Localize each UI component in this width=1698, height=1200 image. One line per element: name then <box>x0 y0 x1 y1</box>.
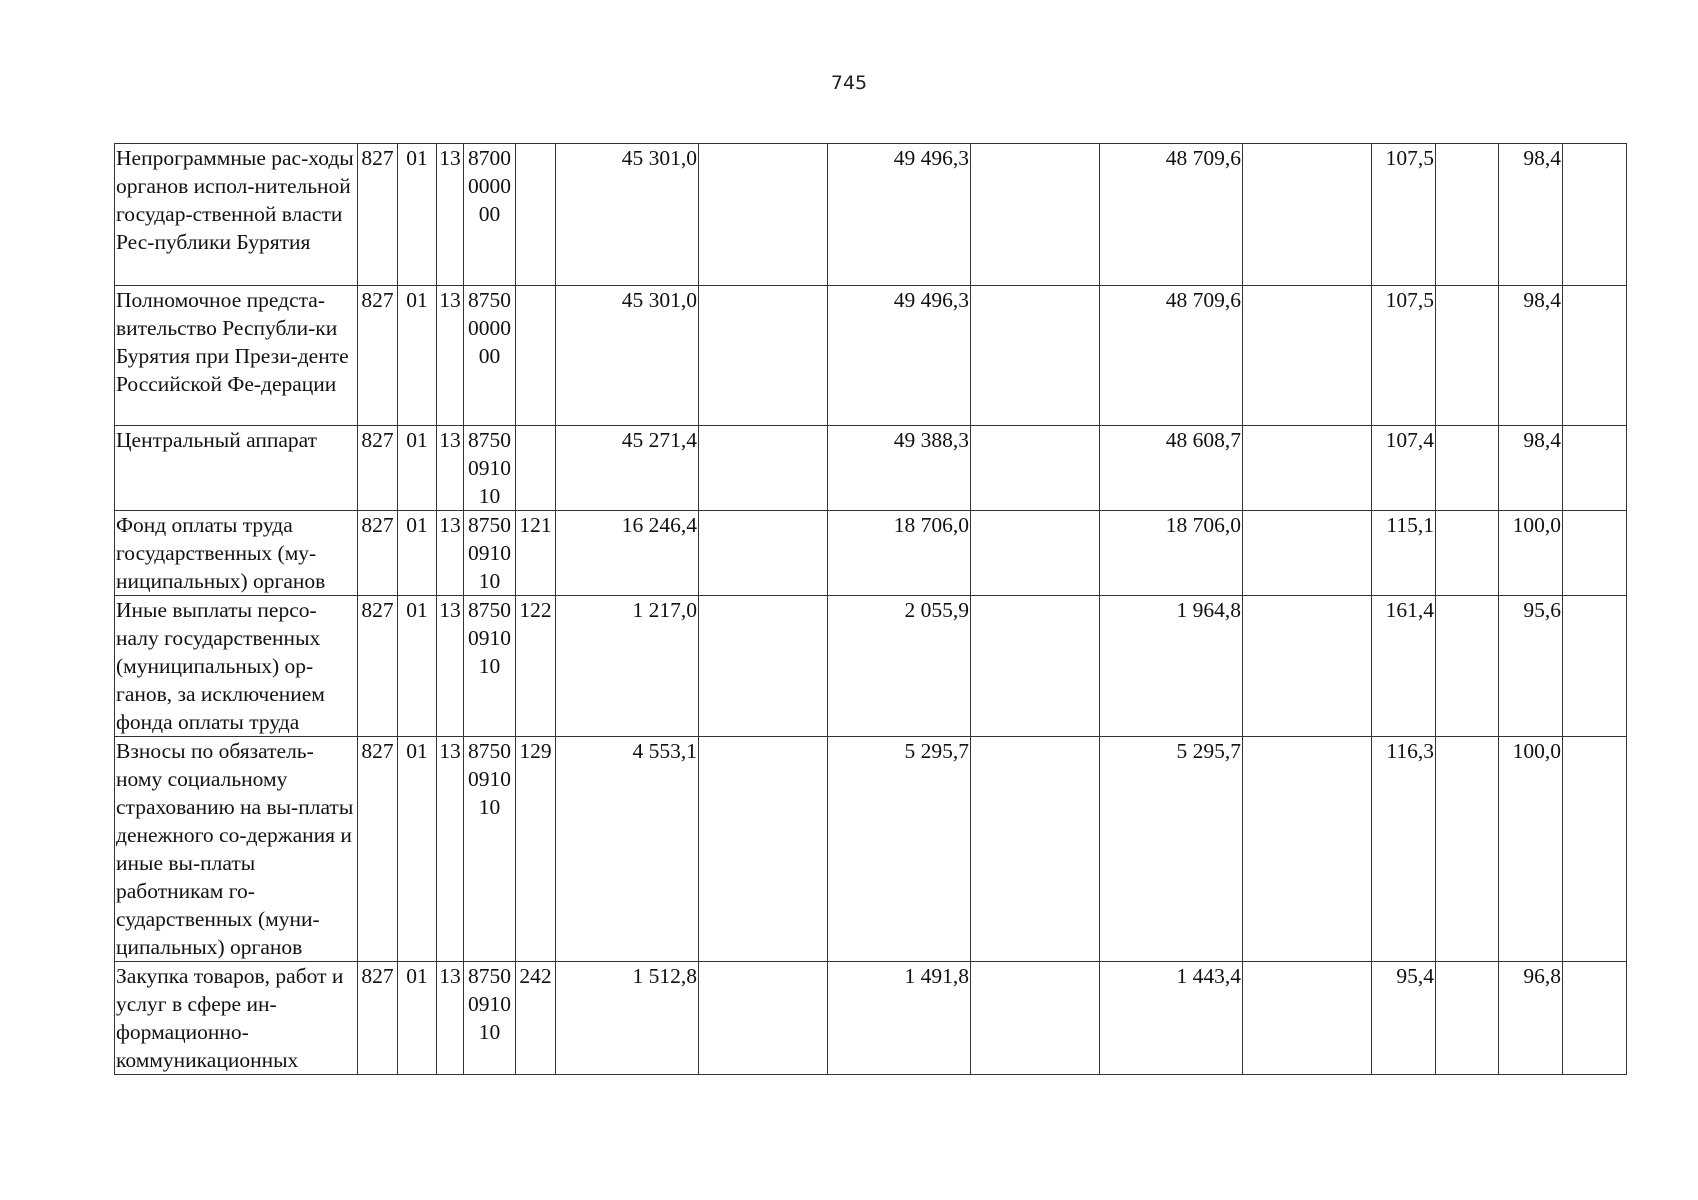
table-row <box>115 426 1627 511</box>
target-article-part: 00 <box>478 202 501 226</box>
table-row <box>115 737 1627 962</box>
plan-amount-cell: 49 496,3 <box>828 286 971 426</box>
percent-plan-cell: 96,8 <box>1499 962 1563 1075</box>
table-row <box>115 962 1627 1075</box>
section-cell: 01 <box>398 962 437 1075</box>
grbs-cell: 827 <box>358 426 398 511</box>
subsection-cell: 13 <box>437 737 464 962</box>
row-name-cell: Закупка товаров, работ и услуг в сфере ин-формационно-коммуникационных <box>115 962 358 1075</box>
target-article-part: 0910 <box>468 767 511 791</box>
expense-type-cell: 129 <box>516 737 556 962</box>
section-cell: 01 <box>398 426 437 511</box>
fact-amount-cell: 18 706,0 <box>1100 511 1243 596</box>
target-article-part: 0910 <box>468 456 511 480</box>
plan-amount-cell: 5 295,7 <box>828 737 971 962</box>
target-article-part: 0000 <box>468 174 511 198</box>
empty-cell <box>971 286 1100 426</box>
empty-cell <box>1243 737 1372 962</box>
subsection-cell: 13 <box>437 511 464 596</box>
empty-cell <box>971 511 1100 596</box>
target-article-cell <box>464 144 516 286</box>
table-row <box>115 511 1627 596</box>
plan-amount-cell: 49 388,3 <box>828 426 971 511</box>
empty-cell <box>1436 286 1499 426</box>
row-name-cell: Фонд оплаты труда государственных (му-ниципальных) органов <box>115 511 358 596</box>
target-article-cell <box>464 962 516 1075</box>
plan-amount-cell: 49 496,3 <box>828 144 971 286</box>
target-article-part: 8750 <box>468 598 511 622</box>
empty-cell <box>971 144 1100 286</box>
empty-cell <box>699 737 828 962</box>
empty-cell <box>1436 962 1499 1075</box>
empty-cell <box>699 596 828 737</box>
prev-year-amount-cell: 45 271,4 <box>556 426 699 511</box>
prev-year-amount-cell: 45 301,0 <box>556 144 699 286</box>
percent-prev-cell: 161,4 <box>1372 596 1436 737</box>
expense-type-cell <box>516 144 556 286</box>
plan-amount-cell: 1 491,8 <box>828 962 971 1075</box>
plan-amount-cell: 18 706,0 <box>828 511 971 596</box>
percent-prev-cell: 107,4 <box>1372 426 1436 511</box>
empty-cell <box>699 426 828 511</box>
expense-type-cell: 121 <box>516 511 556 596</box>
percent-plan-cell: 100,0 <box>1499 737 1563 962</box>
empty-cell <box>971 737 1100 962</box>
empty-cell <box>1436 511 1499 596</box>
empty-cell <box>1436 596 1499 737</box>
empty-cell <box>1243 144 1372 286</box>
expense-type-cell <box>516 426 556 511</box>
empty-cell <box>971 962 1100 1075</box>
target-article-cell <box>464 596 516 737</box>
empty-cell <box>1563 144 1627 286</box>
target-article-cell <box>464 737 516 962</box>
percent-plan-cell: 98,4 <box>1499 426 1563 511</box>
prev-year-amount-cell: 1 217,0 <box>556 596 699 737</box>
empty-cell <box>1243 596 1372 737</box>
fact-amount-cell: 48 709,6 <box>1100 286 1243 426</box>
grbs-cell: 827 <box>358 511 398 596</box>
percent-prev-cell: 107,5 <box>1372 286 1436 426</box>
prev-year-amount-cell: 45 301,0 <box>556 286 699 426</box>
target-article-part: 8750 <box>468 513 511 537</box>
table-body <box>115 144 1627 1075</box>
empty-cell <box>971 596 1100 737</box>
empty-cell <box>971 426 1100 511</box>
prev-year-amount-cell: 1 512,8 <box>556 962 699 1075</box>
row-name-cell: Иные выплаты персо-налу государственных (муниципальных) ор-ганов, за исключением фонда оплаты труда <box>115 596 358 737</box>
empty-cell <box>1563 511 1627 596</box>
percent-plan-cell: 100,0 <box>1499 511 1563 596</box>
empty-cell <box>1563 426 1627 511</box>
percent-prev-cell: 115,1 <box>1372 511 1436 596</box>
fact-amount-cell: 48 608,7 <box>1100 426 1243 511</box>
target-article-part: 0910 <box>468 992 511 1016</box>
target-article-part: 10 <box>478 484 501 508</box>
prev-year-amount-cell: 4 553,1 <box>556 737 699 962</box>
row-name-cell: Взносы по обязатель-ному социальному страхованию на вы-платы денежного со-держания и иные вы-платы работникам го-сударственных (муни-ципальных) органов <box>115 737 358 962</box>
target-article-part: 8750 <box>468 428 511 452</box>
fact-amount-cell: 1 964,8 <box>1100 596 1243 737</box>
target-article-part: 00 <box>478 344 501 368</box>
empty-cell <box>1243 511 1372 596</box>
target-article-part: 10 <box>478 795 501 819</box>
empty-cell <box>1563 286 1627 426</box>
section-cell: 01 <box>398 596 437 737</box>
target-article-part: 8700 <box>468 146 511 170</box>
table-row <box>115 286 1627 426</box>
percent-prev-cell: 95,4 <box>1372 962 1436 1075</box>
grbs-cell: 827 <box>358 962 398 1075</box>
empty-cell <box>1563 962 1627 1075</box>
grbs-cell: 827 <box>358 596 398 737</box>
section-cell: 01 <box>398 511 437 596</box>
row-name-cell: Полномочное предста-вительство Республи-ки Бурятия при Прези-денте Российской Фе-дерации <box>115 286 358 426</box>
empty-cell <box>699 286 828 426</box>
grbs-cell: 827 <box>358 286 398 426</box>
grbs-cell: 827 <box>358 737 398 962</box>
empty-cell <box>699 144 828 286</box>
section-cell: 01 <box>398 286 437 426</box>
target-article-part: 8750 <box>468 739 511 763</box>
empty-cell <box>1243 962 1372 1075</box>
empty-cell <box>1436 737 1499 962</box>
plan-amount-cell: 2 055,9 <box>828 596 971 737</box>
row-name-cell: Центральный аппарат <box>115 426 358 511</box>
target-article-part: 0910 <box>468 626 511 650</box>
target-article-cell <box>464 286 516 426</box>
empty-cell <box>699 962 828 1075</box>
subsection-cell: 13 <box>437 426 464 511</box>
grbs-cell: 827 <box>358 144 398 286</box>
section-cell: 01 <box>398 737 437 962</box>
empty-cell <box>1563 737 1627 962</box>
budget-table <box>114 143 1627 1075</box>
subsection-cell: 13 <box>437 286 464 426</box>
subsection-cell: 13 <box>437 962 464 1075</box>
prev-year-amount-cell: 16 246,4 <box>556 511 699 596</box>
section-cell: 01 <box>398 144 437 286</box>
page-number: 745 <box>830 72 868 94</box>
target-article-part: 8750 <box>468 964 511 988</box>
percent-prev-cell: 107,5 <box>1372 144 1436 286</box>
empty-cell <box>1563 596 1627 737</box>
row-name-cell: Непрограммные рас-ходы органов испол-нительной государ-ственной власти Рес-публики Бурятия <box>115 144 358 286</box>
subsection-cell: 13 <box>437 596 464 737</box>
fact-amount-cell: 1 443,4 <box>1100 962 1243 1075</box>
expense-type-cell: 242 <box>516 962 556 1075</box>
fact-amount-cell: 5 295,7 <box>1100 737 1243 962</box>
target-article-part: 10 <box>478 1020 501 1044</box>
table-row <box>115 144 1627 286</box>
percent-plan-cell: 98,4 <box>1499 144 1563 286</box>
subsection-cell: 13 <box>437 144 464 286</box>
target-article-part: 0910 <box>468 541 511 565</box>
empty-cell <box>1243 286 1372 426</box>
target-article-cell <box>464 511 516 596</box>
empty-cell <box>1436 144 1499 286</box>
percent-plan-cell: 95,6 <box>1499 596 1563 737</box>
table-row <box>115 596 1627 737</box>
target-article-part: 8750 <box>468 288 511 312</box>
expense-type-cell <box>516 286 556 426</box>
empty-cell <box>1243 426 1372 511</box>
empty-cell <box>1436 426 1499 511</box>
percent-plan-cell: 98,4 <box>1499 286 1563 426</box>
fact-amount-cell: 48 709,6 <box>1100 144 1243 286</box>
target-article-part: 10 <box>478 569 501 593</box>
empty-cell <box>699 511 828 596</box>
percent-prev-cell: 116,3 <box>1372 737 1436 962</box>
target-article-part: 10 <box>478 654 501 678</box>
expense-type-cell: 122 <box>516 596 556 737</box>
target-article-part: 0000 <box>468 316 511 340</box>
target-article-cell <box>464 426 516 511</box>
